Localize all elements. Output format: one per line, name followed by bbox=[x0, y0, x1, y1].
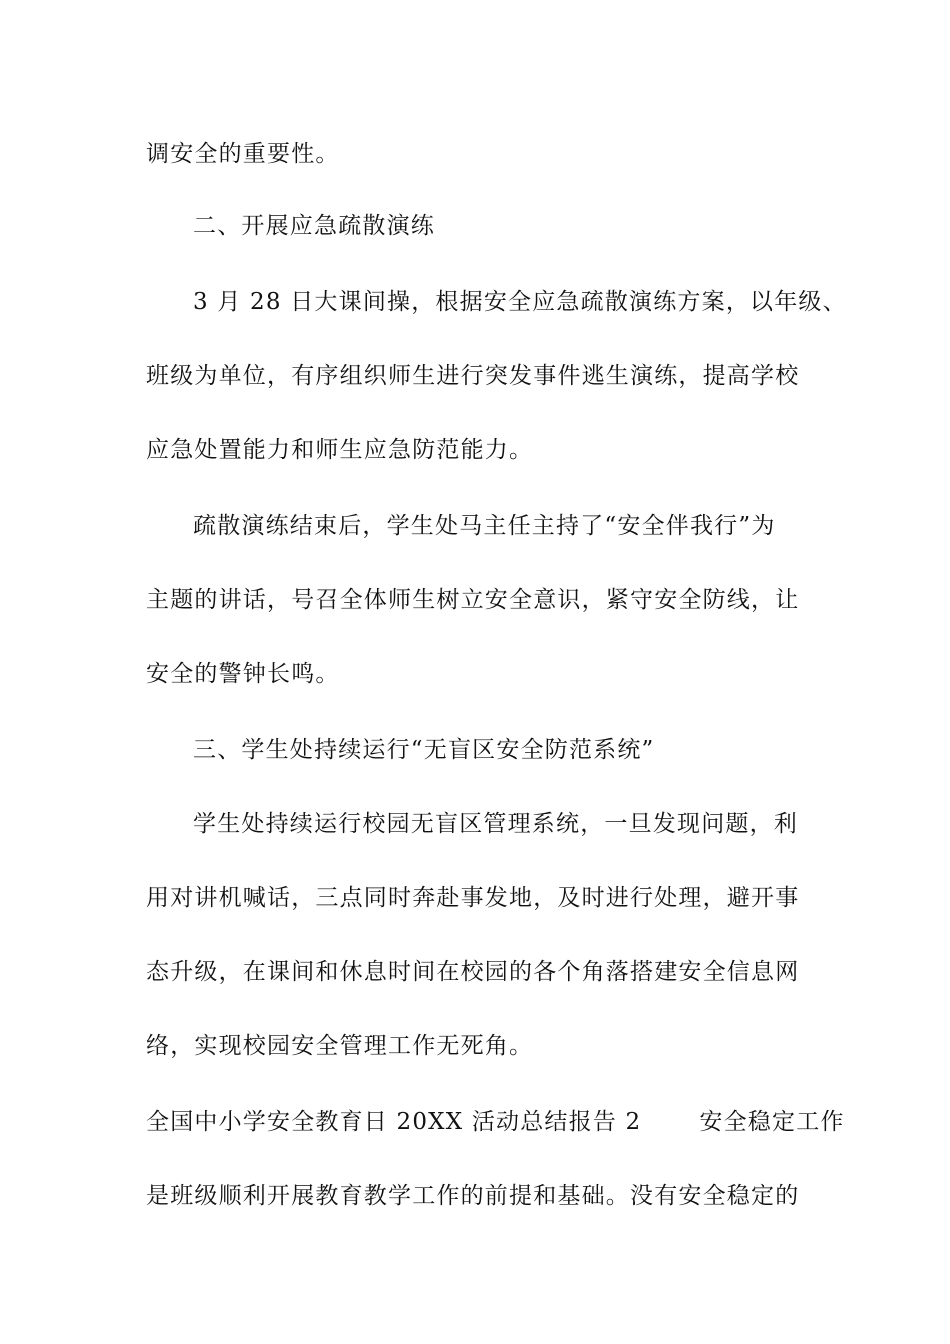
paragraph-line: 应急处置能力和师生应急防范能力。 bbox=[146, 437, 534, 463]
report-title-line bbox=[146, 1107, 845, 1137]
paragraph-line: 是班级顺利开展教育教学工作的前提和基础。没有安全稳定的 bbox=[146, 1183, 800, 1209]
section-heading: 二、开展应急疏散演练 bbox=[193, 213, 435, 239]
paragraph-line: 络，实现校园安全管理工作无死角。 bbox=[146, 1033, 534, 1059]
paragraph-line: 调安全的重要性。 bbox=[146, 141, 340, 167]
paragraph-line: 安全的警钟长鸣。 bbox=[146, 661, 340, 687]
report-title-continuation: 安全稳定工作 bbox=[699, 1109, 845, 1135]
paragraph-line: 学生处持续运行校园无盲区管理系统，一旦发现问题，利 bbox=[193, 811, 798, 837]
paragraph-line: 3 月 28 日大课间操，根据安全应急疏散演练方案，以年级、 bbox=[193, 289, 847, 315]
paragraph-line: 用对讲机喊话，三点同时奔赴事发地，及时进行处理，避开事 bbox=[146, 885, 800, 911]
paragraph-line: 班级为单位，有序组织师生进行突发事件逃生演练，提高学校 bbox=[146, 363, 800, 389]
section-heading: 三、学生处持续运行“无盲区安全防范系统” bbox=[193, 737, 655, 763]
paragraph-line: 疏散演练结束后，学生处马主任主持了“安全伴我行”为 bbox=[193, 513, 776, 539]
paragraph-line: 态升级，在课间和休息时间在校园的各个角落搭建安全信息网 bbox=[146, 959, 800, 985]
paragraph-line: 主题的讲话，号召全体师生树立安全意识，紧守安全防线，让 bbox=[146, 587, 800, 613]
report-title: 全国中小学安全教育日 20XX 活动总结报告 2 bbox=[146, 1109, 642, 1135]
